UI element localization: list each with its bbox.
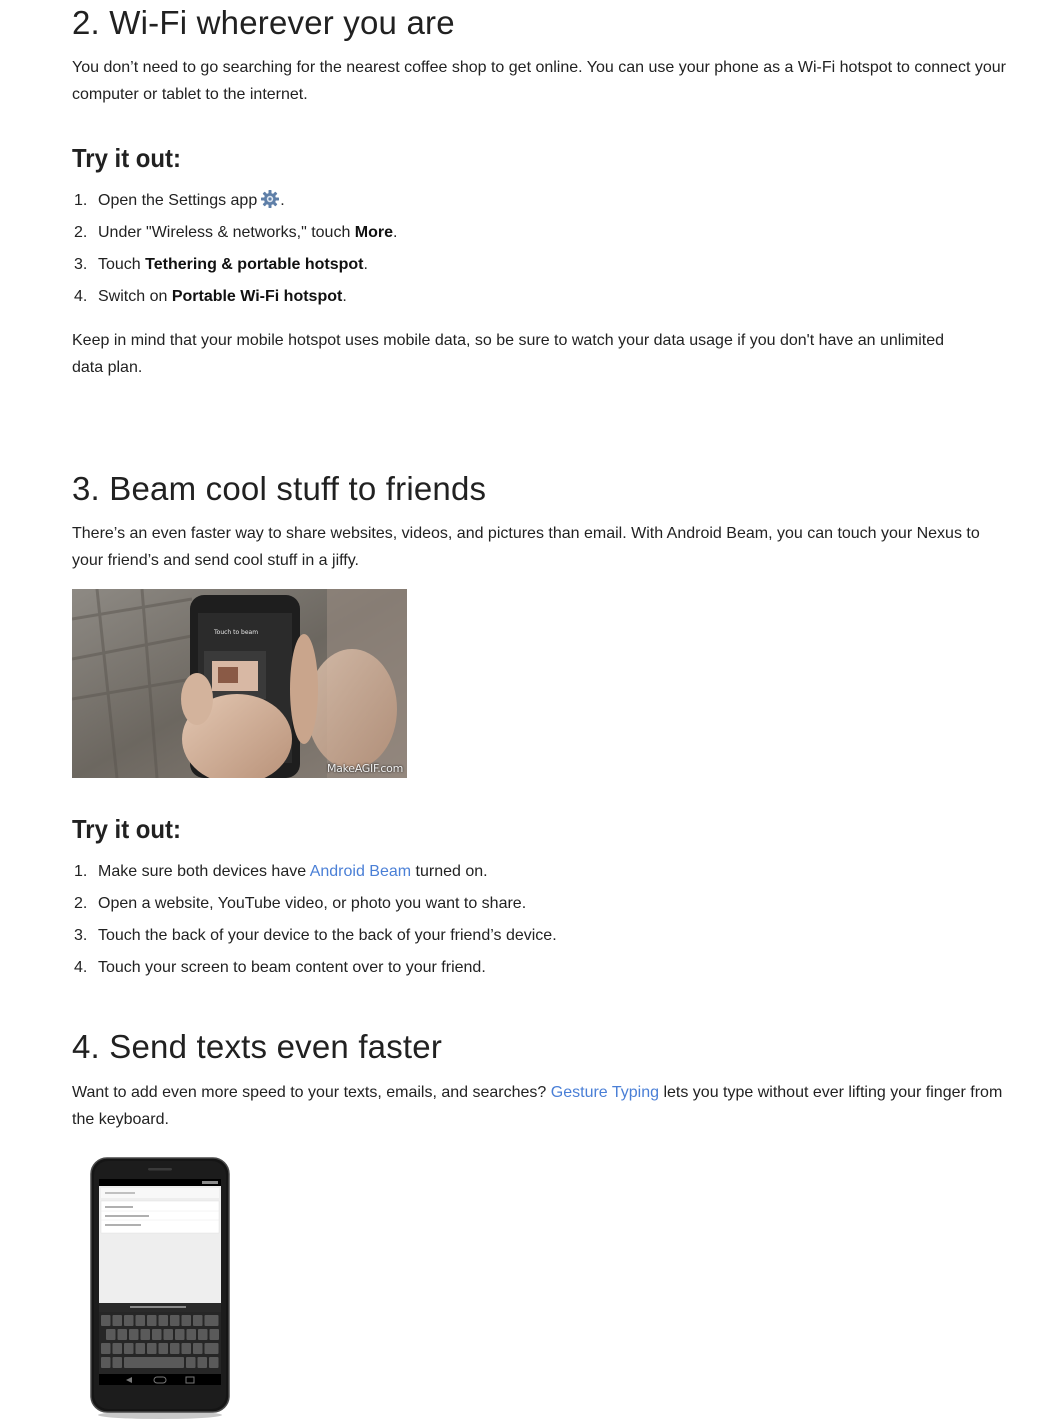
beam-screen-label: Touch to beam	[214, 629, 259, 636]
section-3-intro: There’s an even faster way to share websites, videos, and pictures than email. With Android Beam, you can touch your Nexus to your friend’s and send cool stuff in a jiffy.	[72, 525, 980, 569]
section-3-steps	[72, 856, 972, 984]
list-item: 3. Touch the back of your device to the back of your friend’s device.	[74, 927, 557, 944]
list-item: 2. Under "Wireless & networks," touch More.	[74, 224, 398, 241]
list-item: 2. Open a website, YouTube video, or photo you want to share.	[74, 895, 527, 912]
list-item: 4. Switch on Portable Wi-Fi hotspot.	[74, 288, 347, 305]
android-beam-gif	[72, 589, 407, 778]
section-2-steps	[72, 185, 972, 313]
beam-photo-illustration	[72, 589, 407, 778]
section-4-intro: Want to add even more speed to your texts, emails, and searches? Gesture Typing lets you type without ever lifting your finger from the keyboard.	[72, 1084, 1003, 1128]
list-item: 1. Open the Settings app .	[72, 185, 972, 217]
section-4-title: 4. Send texts even faster	[72, 1028, 443, 1065]
section-2-note: Keep in mind that your mobile hotspot uses mobile data, so be sure to watch your data usage if you don't have an unlimited data plan.	[72, 332, 945, 376]
list-item: 1. Make sure both devices have Android Beam turned on.	[74, 863, 488, 880]
settings-gear-icon	[260, 189, 280, 209]
section-3-title: 3. Beam cool stuff to friends	[72, 470, 487, 507]
list-item: 3. Touch Tethering & portable hotspot.	[74, 256, 368, 273]
section-2-title: 2. Wi-Fi wherever you are	[72, 4, 455, 41]
section-2-intro: You don’t need to go searching for the nearest coffee shop to get online. You can use your phone as a Wi-Fi hotspot to connect your computer or tablet to the internet.	[72, 59, 1006, 103]
section-2-try-title: Try it out:	[72, 143, 181, 173]
gif-watermark: MakeAGIF.com	[326, 762, 403, 775]
list-item: 4. Touch your screen to beam content over to your friend.	[74, 959, 486, 976]
section-3-try-title: Try it out:	[72, 814, 181, 844]
gesture-typing-phone-image	[90, 1157, 230, 1419]
android-beam-link[interactable]: Android Beam	[309, 863, 412, 880]
gesture-typing-link[interactable]: Gesture Typing	[550, 1084, 659, 1101]
